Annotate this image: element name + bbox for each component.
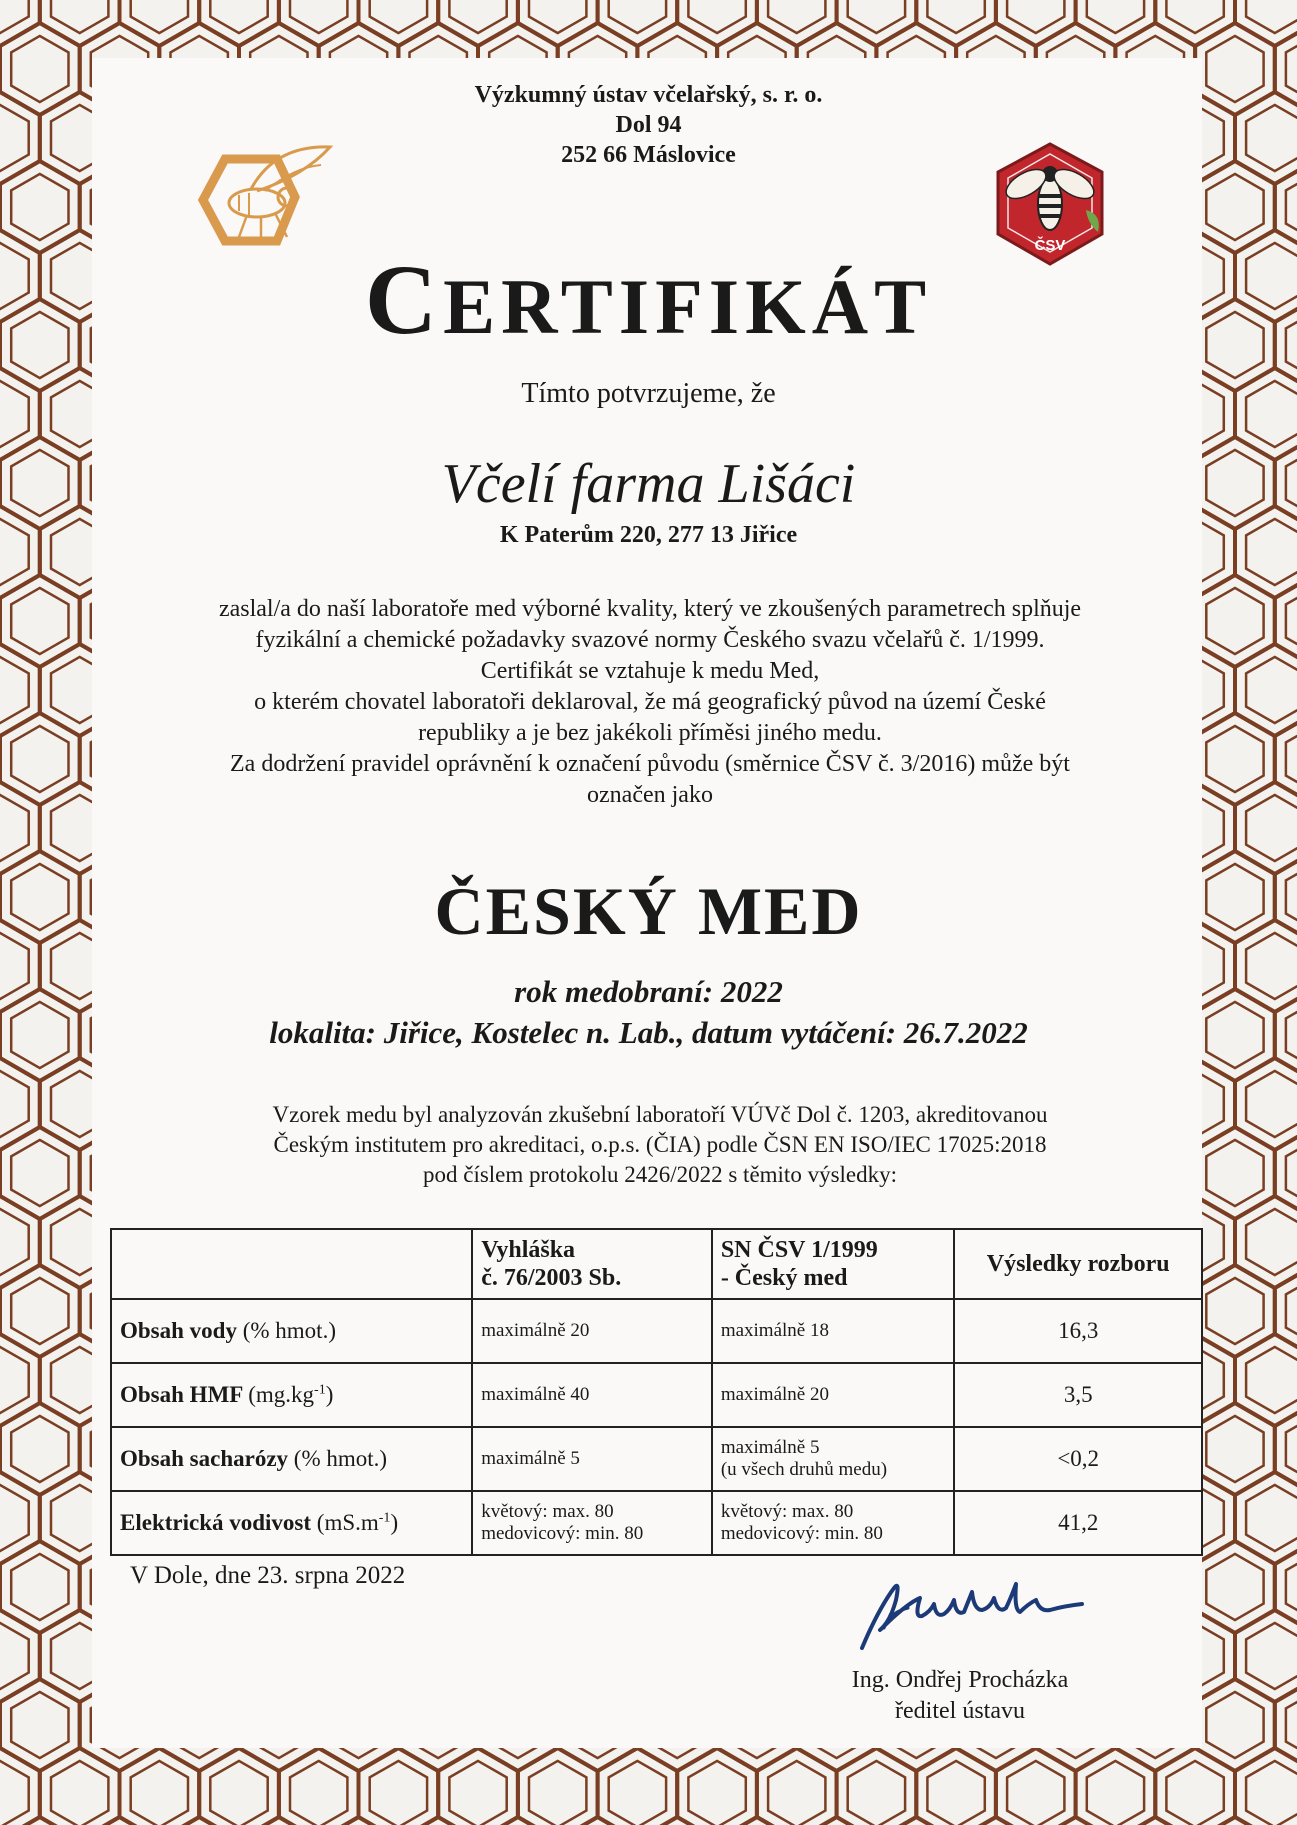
table-row [111, 1363, 1202, 1427]
designation-heading: ČESKÝ MED [434, 873, 863, 949]
parameter-name: Obsah sacharózy [120, 1446, 294, 1471]
emblem-text: ČSV [1034, 237, 1066, 254]
result-cell: 3,5 [954, 1363, 1202, 1427]
institute-name: Výzkumný ústav včelařský, s. r. o. [474, 82, 823, 108]
certificate-title: CERTIFIKÁT [364, 244, 933, 355]
signature-image [850, 1570, 1110, 1660]
standard-limit-cell: maximálně 18 [712, 1299, 955, 1363]
intro-text: Tímto potvrzujeme, že [521, 378, 776, 409]
harvest-locality: lokalita: Jiřice, Kostelec n. Lab., datum vytáčení: 26.7.2022 [269, 1015, 1028, 1050]
harvest-year: rok medobraní: 2022 [514, 974, 783, 1009]
body-line: zaslal/a do naší laboratoře med výborné kvality, který ve zkoušených parametrech splňuje [218, 596, 1082, 622]
signer-name: Ing. Ondřej Procházka [851, 1667, 1069, 1693]
institute-city: 252 66 Máslovice [561, 142, 736, 168]
institute-street: Dol 94 [615, 112, 682, 138]
body-line: republiky a je bez jakékoli příměsi jiného medu. [418, 720, 882, 746]
decree-limit-cell: maximálně 40 [472, 1363, 712, 1427]
table-header-standard: SN ČSV 1/1999 - Český med [712, 1229, 955, 1299]
standard-limit-cell: maximálně 20 [712, 1363, 955, 1427]
parameter-name: Obsah HMF [120, 1382, 249, 1407]
table-row [111, 1491, 1202, 1555]
parameter-cell [111, 1363, 472, 1427]
table-header-decree: Vyhláška č. 76/2003 Sb. [472, 1229, 712, 1299]
body-line: Za dodržení pravidel oprávnění k označení původu (směrnice ČSV č. 3/2016) může být [230, 751, 1070, 777]
decree-limit-cell: květový: max. 80 medovicový: min. 80 [472, 1491, 712, 1555]
parameter-unit: (% hmot.) [293, 1446, 388, 1471]
lab-line: Vzorek medu byl analyzován zkušební laboratoří VÚVč Dol č. 1203, akreditovanou [272, 1102, 1048, 1127]
standard-limit-cell: maximálně 5 (u všech druhů medu) [712, 1427, 955, 1491]
parameter-unit: $(mS.m^{-1})$ [316, 1510, 399, 1535]
decree-limit-cell: maximálně 20 [472, 1299, 712, 1363]
parameter-unit: (% hmot.) [242, 1318, 336, 1343]
table-header-results: Výsledky rozboru [954, 1229, 1202, 1299]
parameter-cell [111, 1299, 472, 1363]
body-line: fyzikální a chemické požadavky svazové normy Českého svazu včelařů č. 1/1999. [255, 627, 1045, 653]
recipient-name: Včelí farma Lišáci [441, 453, 856, 515]
result-cell: <0,2 [954, 1427, 1202, 1491]
body-line: označen jako [587, 782, 713, 808]
parameter-cell [111, 1491, 472, 1555]
parameter-name: Obsah vody [120, 1318, 243, 1343]
table-header-row [111, 1229, 1202, 1299]
decree-limit-cell: maximálně 5 [472, 1427, 712, 1491]
lab-line: Českým institutem pro akreditaci, o.p.s. (ČIA) podle ČSN EN ISO/IEC 17025:2018 [273, 1132, 1047, 1157]
result-cell: 41,2 [954, 1491, 1202, 1555]
body-line: Certifikát se vztahuje k medu Med, [480, 658, 820, 684]
recipient-address: K Paterům 220, 277 13 Jiřice [499, 522, 798, 548]
parameter-cell [111, 1427, 472, 1491]
table-row [111, 1299, 1202, 1363]
body-line: o kterém chovatel laboratoři deklaroval, že má geografický původ na území České [254, 689, 1046, 715]
parameter-name: Elektrická vodivost [120, 1510, 317, 1535]
lab-line: pod číslem protokolu 2426/2022 s těmito výsledky: [422, 1162, 898, 1187]
table-header-empty [111, 1229, 472, 1299]
standard-limit-cell: květový: max. 80 medovicový: min. 80 [712, 1491, 955, 1555]
table-row [111, 1427, 1202, 1491]
certificate-body [110, 594, 1190, 811]
lab-statement [120, 1100, 1200, 1190]
results-table [110, 1228, 1203, 1556]
signer-role: ředitel ústavu [895, 1698, 1025, 1724]
parameter-unit: $(mg.kg^{-1})$ [248, 1382, 334, 1407]
place-and-date: V Dole, dne 23. srpna 2022 [130, 1562, 406, 1589]
result-cell: 16,3 [954, 1299, 1202, 1363]
